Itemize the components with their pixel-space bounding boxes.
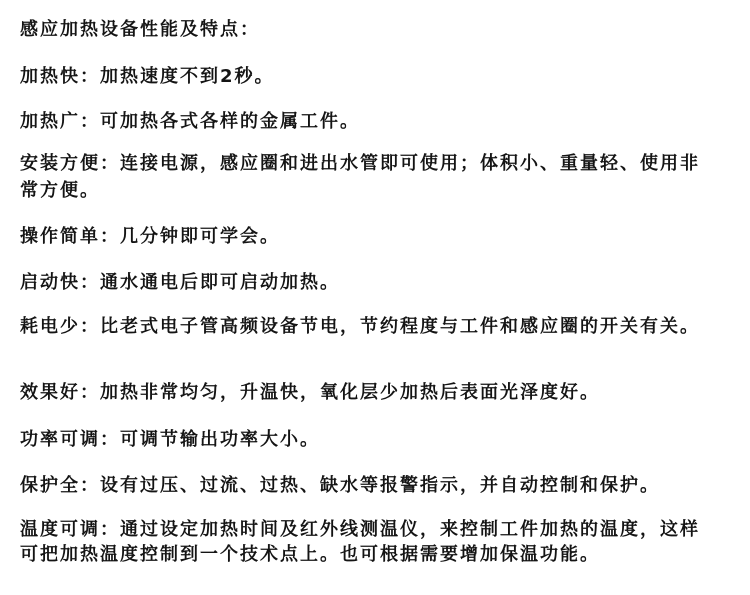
- feature-item-adjustable-power: [20, 427, 735, 453]
- feature-item-full-protection: [20, 473, 735, 499]
- feature-line: 加热快：加热速度不到2秒。: [20, 66, 275, 87]
- document-heading: [20, 17, 735, 43]
- feature-line: 保护全：设有过压、过流、过热、缺水等报警指示，并自动控制和保护。: [20, 475, 660, 496]
- feature-item-adjustable-temperature: [20, 517, 735, 567]
- feature-line: 常方便。: [20, 180, 100, 201]
- feature-line: 耗电少：比老式电子管高频设备节电，节约程度与工件和感应圈的开关有关。: [20, 316, 700, 337]
- feature-item-simple-operation: [20, 224, 735, 250]
- feature-item-fast-heating: [20, 64, 735, 90]
- feature-item-low-power: [20, 314, 735, 340]
- feature-line: 温度可调：通过设定加热时间及红外线测温仪，来控制工件加热的温度，这样: [20, 519, 700, 540]
- feature-item-good-effect: [20, 380, 735, 406]
- feature-line: 加热广：可加热各式各样的金属工件。: [20, 111, 360, 132]
- feature-line: 启动快：通水通电后即可启动加热。: [20, 272, 340, 293]
- feature-line: 效果好：加热非常均匀，升温快，氧化层少加热后表面光泽度好。: [20, 382, 600, 403]
- feature-line: 操作简单：几分钟即可学会。: [20, 226, 280, 247]
- feature-line: 可把加热温度控制到一个技术点上。也可根据需要增加保温功能。: [20, 544, 600, 565]
- feature-item-quick-start: [20, 270, 735, 296]
- feature-item-easy-installation: [20, 150, 735, 204]
- feature-item-wide-application: [20, 109, 735, 135]
- heading-text: 感应加热设备性能及特点：: [20, 19, 260, 40]
- feature-line: 功率可调：可调节输出功率大小。: [20, 429, 320, 450]
- feature-line: 安装方便：连接电源，感应圈和进出水管即可使用；体积小、重量轻、使用非: [20, 153, 700, 174]
